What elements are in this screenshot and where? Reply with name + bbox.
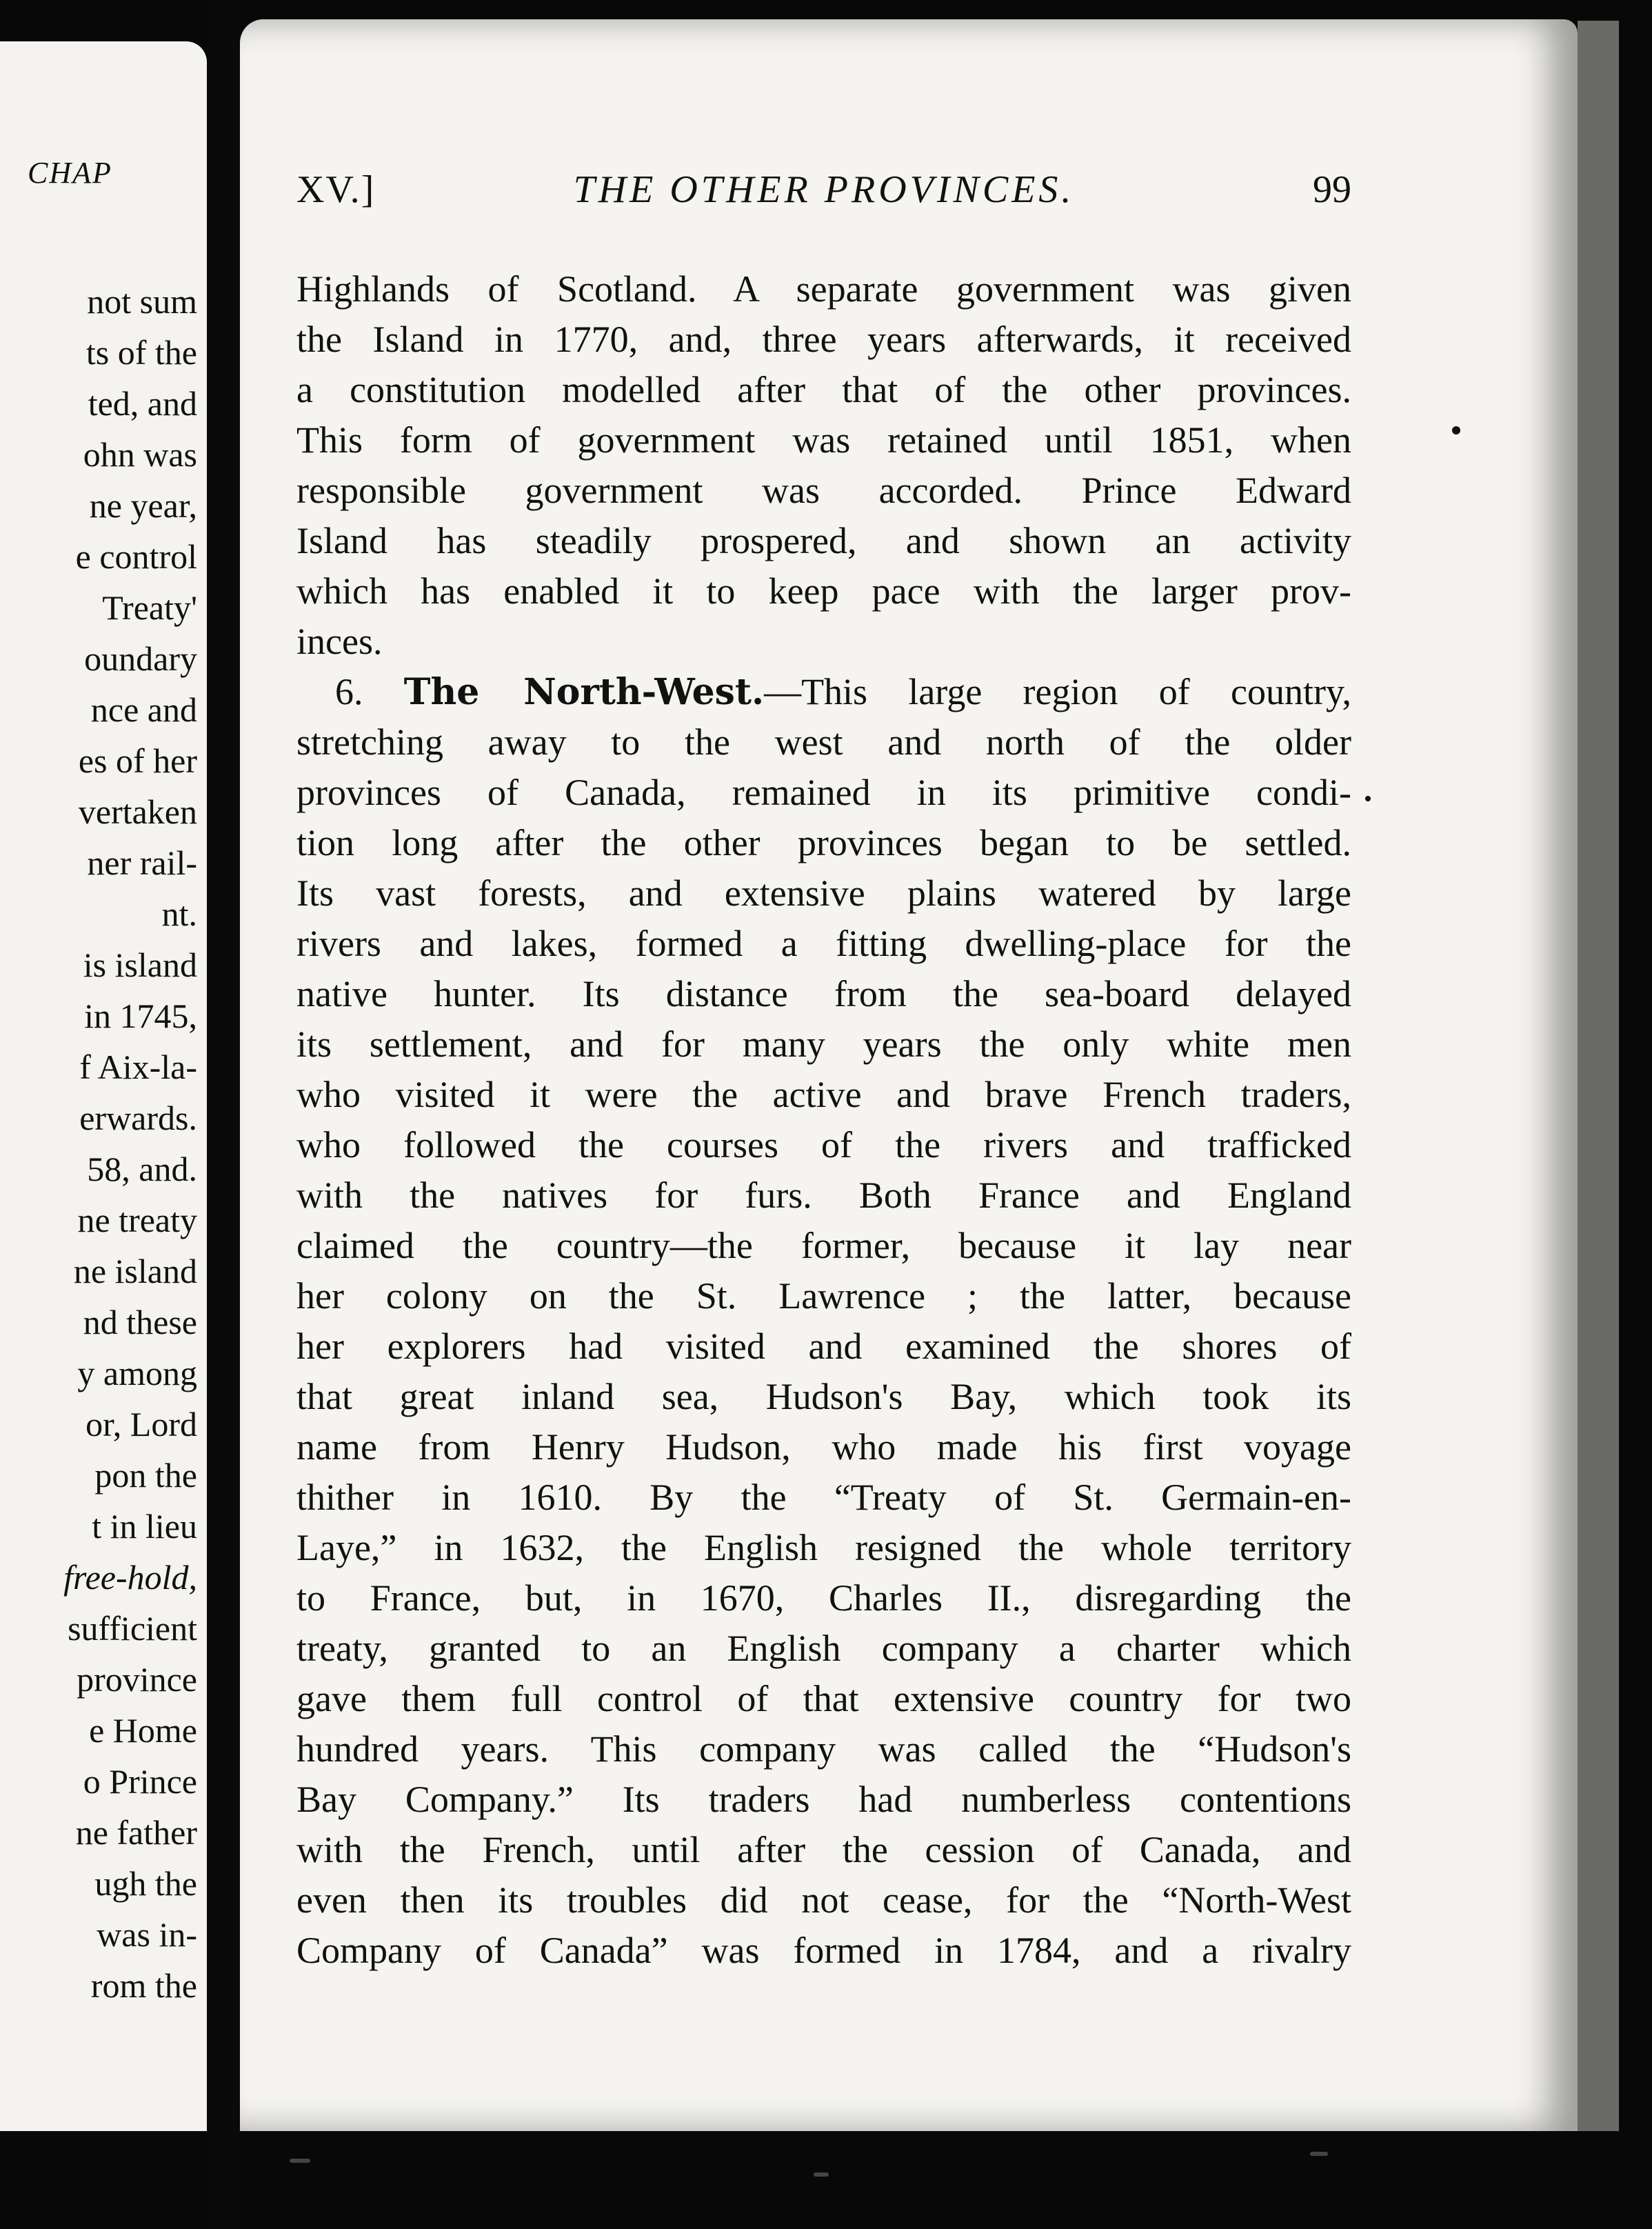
text-line: her colony on the St. Lawrence ; the latter, because	[296, 1275, 1351, 1317]
left-page-line: not sum	[87, 282, 197, 321]
section-first-line	[296, 667, 1351, 717]
stray-mark-dot	[1365, 796, 1371, 801]
left-page-line: was in-	[97, 1915, 197, 1954]
text-line: to France, but, in 1670, Charles II., disregarding the	[296, 1577, 1351, 1619]
text-line: inces.	[296, 621, 383, 662]
left-page-line: sufficient	[68, 1609, 197, 1648]
text-line: Laye,” in 1632, the English resigned the whole territory	[296, 1527, 1351, 1568]
text-line: that great inland sea, Hudson's Bay, which took its	[296, 1376, 1351, 1417]
left-page-line: ohn was	[83, 435, 197, 474]
left-page-line: pon the	[94, 1456, 197, 1495]
text-line: hundred years. This company was called the “Hudson's	[296, 1728, 1351, 1770]
text-line: her explorers had visited and examined the shores of	[296, 1326, 1351, 1367]
left-page-line: y among	[77, 1354, 197, 1392]
left-page-line: ted, and	[88, 384, 197, 423]
main-page	[240, 19, 1578, 2131]
left-page-line: or, Lord	[85, 1405, 197, 1443]
text-line: Highlands of Scotland. A separate government was given	[296, 268, 1351, 310]
text-line: which has enabled it to keep pace with the larger prov-	[296, 570, 1351, 612]
text-line: with the French, until after the cession of Canada, and	[296, 1829, 1351, 1870]
text-line: This form of government was retained until 1851, when	[296, 419, 1351, 461]
left-page-line: nd these	[83, 1303, 197, 1341]
text-line: name from Henry Hudson, who made his first voyage	[296, 1426, 1351, 1468]
section-first-line-text: —This large region of country,	[764, 671, 1351, 712]
left-page-fragment	[0, 41, 207, 2131]
scan-speck	[814, 2172, 829, 2177]
text-line: stretching away to the west and north of the older	[296, 721, 1351, 763]
section-number: 6.	[335, 671, 363, 712]
left-page-line: f Aix-la-	[79, 1048, 197, 1086]
left-page-line: t in lieu	[92, 1507, 197, 1546]
left-page-line: ner rail-	[87, 843, 197, 882]
text-line: the Island in 1770, and, three years afterwards, it received	[296, 319, 1351, 360]
text-line: Bay Company.” Its traders had numberless contentions	[296, 1779, 1351, 1820]
left-page-line: province	[77, 1660, 197, 1699]
text-line: gave them full control of that extensive country for two	[296, 1678, 1351, 1719]
running-head	[296, 168, 1351, 223]
page-title: THE OTHER PROVINCES.	[573, 168, 1075, 211]
left-page-line: in 1745,	[84, 997, 197, 1035]
page-edge-shadow	[1578, 21, 1619, 2131]
left-page-line: e control	[75, 537, 197, 576]
text-line: its settlement, and for many years the only white men	[296, 1023, 1351, 1065]
left-page-line: nce and	[90, 690, 197, 729]
left-page-line: vertaken	[78, 792, 197, 831]
paragraph-prince-edward-island	[296, 264, 1351, 667]
left-page-running-head: CHAP	[28, 156, 112, 190]
text-line: responsible government was accorded. Prince Edward	[296, 470, 1351, 511]
text-line: with the natives for furs. Both France and England	[296, 1175, 1351, 1216]
left-page-line: ne father	[75, 1813, 197, 1852]
left-page-line: free-hold,	[63, 1558, 197, 1597]
stray-mark-dot	[1452, 426, 1460, 434]
text-line: provinces of Canada, remained in its primitive condi-	[296, 772, 1351, 813]
paragraph-north-west	[296, 667, 1351, 1976]
left-page-text	[63, 276, 197, 2011]
text-line: Company of Canada” was formed in 1784, and a rivalry	[296, 1930, 1351, 1971]
text-line: even then its troubles did not cease, for the “North-West	[296, 1879, 1351, 1921]
text-line: tion long after the other provinces began to be settled.	[296, 822, 1351, 863]
scan-speck	[1310, 2152, 1328, 2156]
left-page-line: ne year,	[89, 486, 197, 525]
chapter-number: XV.]	[296, 168, 376, 211]
left-page-line: ne treaty	[77, 1201, 197, 1239]
book-gutter	[207, 0, 240, 2229]
left-page-line: oundary	[84, 639, 197, 678]
text-line: who visited it were the active and brave French traders,	[296, 1074, 1351, 1115]
text-line: thither in 1610. By the “Treaty of St. Germain-en-	[296, 1477, 1351, 1518]
left-page-line: is island	[83, 946, 197, 984]
left-page-line: ne island	[73, 1252, 197, 1290]
text-line: rivers and lakes, formed a fitting dwelling-place for the	[296, 923, 1351, 964]
text-line: who followed the courses of the rivers and trafficked	[296, 1124, 1351, 1166]
text-line: Island has steadily prospered, and shown an activity	[296, 520, 1351, 561]
text-line: claimed the country—the former, because it lay near	[296, 1225, 1351, 1266]
text-line: treaty, granted to an English company a charter which	[296, 1628, 1351, 1669]
page-number: 99	[1313, 168, 1351, 211]
left-page-line: o Prince	[83, 1762, 197, 1801]
text-line: a constitution modelled after that of the other provinces.	[296, 369, 1351, 410]
section-heading: The North-West.	[403, 671, 765, 713]
left-page-line: ugh the	[94, 1864, 197, 1903]
left-page-line: Treaty'	[102, 588, 197, 627]
left-page-line: 58, and.	[87, 1150, 197, 1188]
text-line: native hunter. Its distance from the sea-board delayed	[296, 973, 1351, 1014]
left-page-line: es of her	[78, 741, 197, 780]
body-text	[296, 264, 1351, 1976]
left-page-line: ts of the	[85, 333, 197, 372]
left-page-line: erwards.	[79, 1099, 197, 1137]
scan-speck	[290, 2159, 310, 2163]
left-page-line: e Home	[89, 1711, 197, 1750]
text-line: Its vast forests, and extensive plains watered by large	[296, 872, 1351, 914]
left-page-line: rom the	[90, 1966, 197, 2005]
left-page-line: nt.	[161, 894, 197, 933]
